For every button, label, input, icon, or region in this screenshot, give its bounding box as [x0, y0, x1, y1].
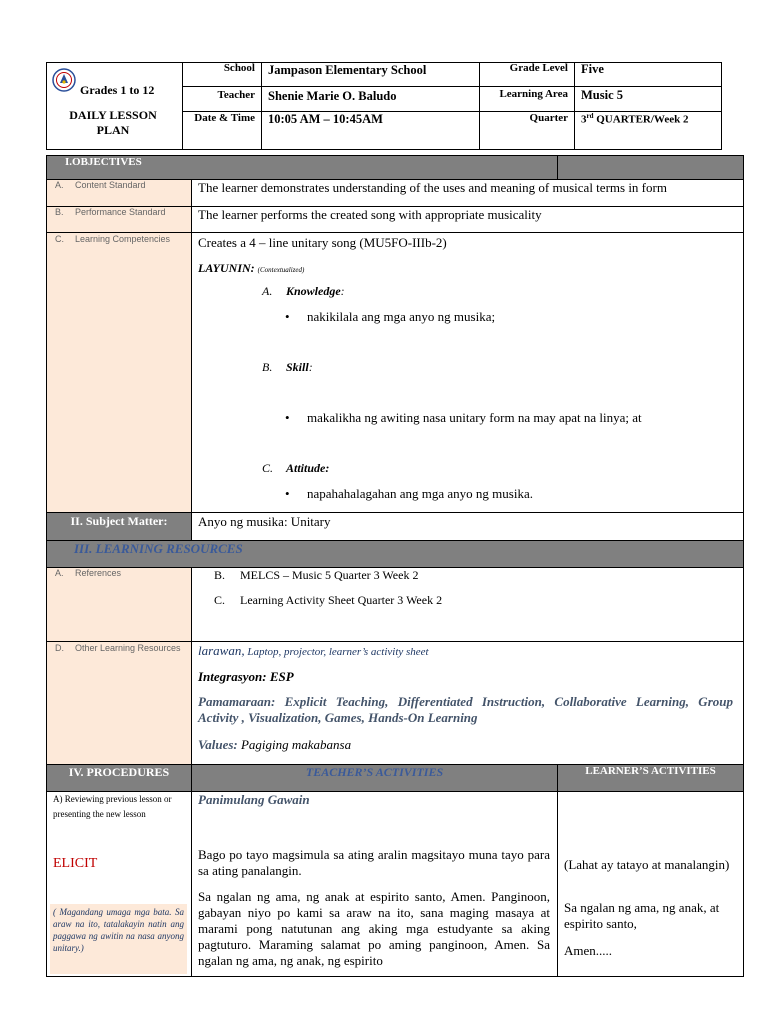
- materials-text: Laptop, projector, learner’s activity sheet: [244, 646, 429, 658]
- skill-letter: B.: [262, 360, 273, 374]
- content-standard-text: The learner demonstrates understanding of the uses and meaning of musical terms in form: [192, 180, 743, 207]
- teacher-paragraph-2: Sa ngalan ng ama, ng anak at espirito santo, Amen. Panginoon, gabayan niyo po kami sa araw na ito, sana maging masaya at marami pong natutunan ang aking mga estudyante sa aking pagtuturo. Maraming salamat po aming panginoon, Amen. Sa ngalan ng ama, ng anak, ng espirito: [198, 889, 550, 968]
- learner-paragraph-3: Amen.....: [564, 943, 613, 958]
- other-resources-body: [192, 642, 743, 765]
- grade-value: Five: [575, 62, 722, 87]
- area-value: Music 5: [575, 87, 722, 112]
- teacher-activities-header: TEACHER’S ACTIVITIES: [192, 765, 558, 792]
- values-label: Values:: [198, 737, 238, 752]
- datetime-value: 10:05 AM – 10:45AM: [262, 112, 480, 150]
- procedure-step-cell: [47, 792, 192, 976]
- quarter-value: [575, 112, 722, 150]
- reference-1-letter: B.: [214, 568, 226, 582]
- learner-activities-header: LEARNER’S ACTIVITIES: [558, 765, 743, 792]
- teacher-activity-cell: [192, 792, 558, 976]
- school-value: Jampason Elementary School: [262, 62, 480, 87]
- knowledge-heading: A. Knowledge:: [262, 284, 345, 298]
- learner-activity-cell: [558, 792, 743, 976]
- knowledge-letter: A.: [262, 284, 273, 298]
- teacher-label: Teacher: [183, 87, 262, 112]
- knowledge-label: Knowledge: [286, 284, 341, 298]
- area-label: Learning Area: [480, 87, 575, 112]
- layunin-label: LAYUNIN:: [198, 261, 255, 275]
- learning-resources-header: [47, 541, 743, 568]
- skill-heading: B. Skill:: [262, 360, 313, 374]
- larawan-text: larawan,: [198, 643, 245, 658]
- reference-item-2: [214, 593, 442, 608]
- grade-label: Grade Level: [480, 62, 575, 87]
- values-line: [198, 737, 351, 753]
- reference-2-letter: C.: [214, 593, 226, 607]
- references-letter: A.: [55, 568, 64, 578]
- references-cell: [47, 568, 192, 642]
- reference-item-1: [214, 568, 418, 583]
- dlp-title: DAILY LESSON PLAN: [69, 108, 157, 137]
- pamamaraan-label: Pamamaraan:: [198, 694, 276, 709]
- other-resources-label: Other Learning Resources: [75, 643, 181, 653]
- performance-standard-label: Performance Standard: [75, 207, 166, 217]
- teacher-value: Shenie Marie O. Baludo: [262, 87, 480, 112]
- learning-resources-title: III. LEARNING RESOURCES: [74, 541, 243, 556]
- competency-text: Creates a 4 – line unitary song (MU5FO-IIIb-2): [198, 235, 447, 250]
- grades-label: Grades 1 to 12: [80, 83, 155, 97]
- learning-competencies-cell: [47, 233, 192, 513]
- reference-1-text: MELCS – Music 5 Quarter 3 Week 2: [240, 568, 419, 582]
- learning-competencies-body: [192, 233, 743, 513]
- attitude-label: Attitude:: [286, 461, 330, 475]
- quarter-label: Quarter: [480, 112, 575, 150]
- performance-standard-cell: [47, 207, 192, 233]
- quarter-suffix: rd: [586, 112, 594, 120]
- layunin-line: [198, 261, 304, 276]
- teacher-paragraph-1: Bago po tayo magsimula sa ating aralin magsitayo muna tayo para sa ating panalangin.: [198, 847, 550, 878]
- pamamaraan-line: [198, 694, 733, 726]
- deped-seal-icon: [52, 68, 76, 92]
- reference-2-text: Learning Activity Sheet Quarter 3 Week 2: [240, 593, 443, 607]
- learning-competencies-label: Learning Competencies: [75, 234, 171, 244]
- attitude-item: • napahahalagahan ang mga anyo ng musika.: [307, 486, 533, 502]
- datetime-label: Date & Time: [183, 112, 262, 150]
- references-body: [192, 568, 743, 642]
- integration-line: Integrasyon: ESP: [198, 669, 294, 684]
- pamamaraan-text: Explicit Teaching, Differentiated Instruction, Collaborative Learning, Group Activity , Visualization, Games, Hands-On Learning: [198, 694, 733, 725]
- procedures-label: IV. PROCEDURES: [47, 765, 192, 792]
- subject-matter-label: II. Subject Matter:: [47, 513, 192, 541]
- content-standard-letter: A.: [55, 180, 64, 190]
- contextualized-note: (Contextualized): [257, 266, 305, 274]
- knowledge-item: • nakikilala ang mga anyo ng musika;: [307, 309, 495, 325]
- skill-label: Skill: [286, 360, 309, 374]
- values-text: Pagiging makabansa: [237, 737, 352, 752]
- other-resources-cell: [47, 642, 192, 765]
- materials-line: [198, 643, 429, 659]
- quarter-text: QUARTER/Week 2: [593, 113, 689, 126]
- subject-matter-text: Anyo ng musika: Unitary: [192, 513, 743, 541]
- references-label: References: [75, 568, 122, 578]
- learner-paragraph-1: (Lahat ay tatayo at manalangin): [564, 857, 730, 872]
- objectives-header: [46, 155, 744, 180]
- school-label: School: [183, 62, 262, 87]
- objectives-header-divider: [557, 156, 558, 179]
- elicit-label: ELICIT: [53, 856, 98, 871]
- content-standard-cell: [47, 180, 192, 207]
- performance-standard-text: The learner performs the created song with appropriate musicality: [192, 207, 743, 233]
- content-standard-label: Content Standard: [75, 180, 146, 190]
- quarter-number: 3: [581, 113, 587, 126]
- attitude-heading: [262, 461, 329, 476]
- elicit-note: ( Magandang umaga mga bata. Sa araw na ito, tatalakayin natin ang paggawa ng awitin na nasa anyong unitary.): [50, 904, 187, 974]
- objectives-title: I.OBJECTIVES: [65, 156, 142, 168]
- other-resources-letter: D.: [55, 643, 64, 653]
- header-logo-cell: [46, 62, 183, 150]
- procedure-step-label: A) Reviewing previous lesson or presenting the new lesson: [53, 794, 172, 819]
- learning-competencies-letter: C.: [55, 234, 64, 244]
- skill-item: • makalikha ng awiting nasa unitary form na may apat na linya; at: [307, 410, 642, 426]
- panimulang-gawain: Panimulang Gawain: [198, 792, 310, 807]
- performance-standard-letter: B.: [55, 207, 64, 217]
- learner-paragraph-2: Sa ngalan ng ama, ng anak, at espirito santo,: [564, 900, 720, 931]
- attitude-letter: C.: [262, 461, 274, 475]
